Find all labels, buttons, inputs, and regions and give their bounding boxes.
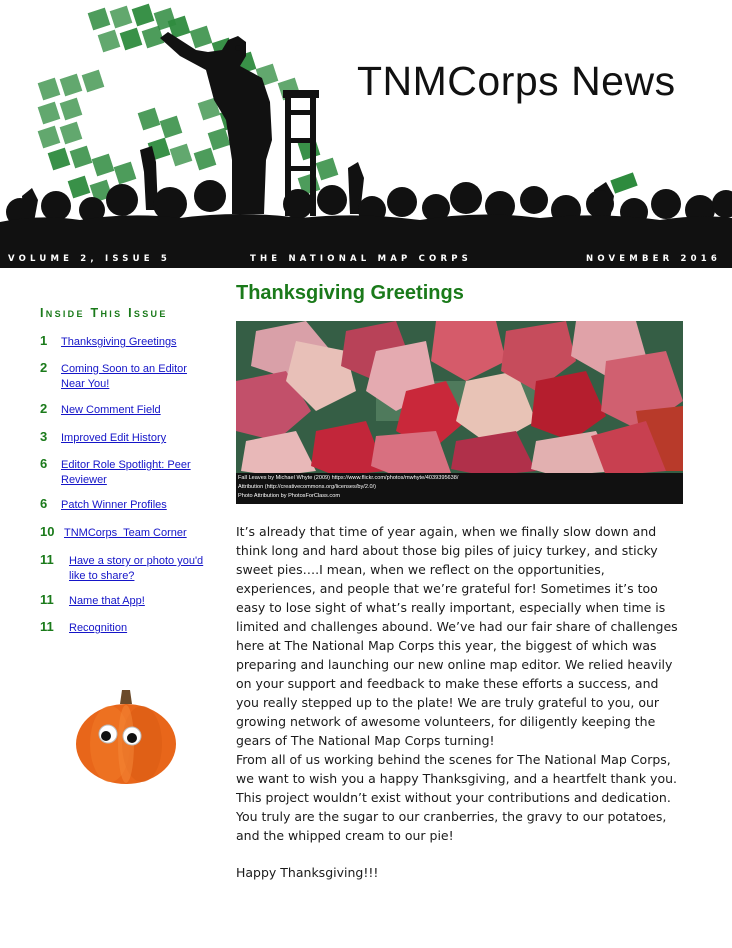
star-tile bbox=[132, 4, 155, 27]
toc-page-number: 1 bbox=[40, 333, 48, 348]
toc-link-share-story[interactable]: Have a story or photo you'd like to share? bbox=[69, 555, 204, 582]
toc-link-coming-soon[interactable]: Coming Soon to an Editor Near You! bbox=[61, 363, 187, 390]
star-tile bbox=[82, 70, 105, 93]
inside-this-issue-sidebar bbox=[40, 306, 230, 634]
article-closing: Happy Thanksgiving!!! bbox=[236, 865, 379, 880]
fall-leaves-photo bbox=[236, 321, 683, 504]
toc-page-number: 2 bbox=[40, 401, 48, 416]
organization-name: THE NATIONAL MAP CORPS bbox=[250, 254, 472, 264]
photo-caption bbox=[238, 474, 458, 501]
star-tile bbox=[38, 126, 61, 149]
star-tile bbox=[38, 78, 61, 101]
article-paragraph-1: It’s already that time of year again, when we finally slow down and think long and hard about those big piles of juicy turkey, and sticky sweet pies….I mean, when we reflect on the opportunities, experiences, and people that we’re grateful for! Sometimes it’s too easy to lose sight of what’s really important, especially when time is limited and challenges abound. We’ve had our fair share of challenges here at The National Map Corps this year, the biggest of which was preparing and launching our new online map editor. We relied heavily on your support and feedback to make these efforts a success, and you really stepped up to the plate! We are truly grateful to you, our growing network of awesome volunteers, for diligently keeping the gears of The National Map Corps turning! bbox=[236, 524, 678, 748]
toc-page-number: 11 bbox=[40, 552, 54, 567]
toc-link-thanksgiving-greetings[interactable]: Thanksgiving Greetings bbox=[61, 336, 177, 348]
toc-link-new-comment-field[interactable]: New Comment Field bbox=[61, 404, 161, 416]
photo-caption-line: Photo Attribution by PhotosForClass.com bbox=[238, 493, 340, 499]
toc-link-name-that-app[interactable]: Name that App! bbox=[69, 595, 145, 607]
star-tile bbox=[88, 8, 111, 31]
toc-link-recognition[interactable]: Recognition bbox=[69, 622, 128, 634]
star-tile bbox=[48, 148, 71, 171]
toc-link-patch-winner-profiles[interactable]: Patch Winner Profiles bbox=[61, 499, 167, 511]
star-tile bbox=[194, 148, 217, 171]
star-tile bbox=[70, 146, 93, 169]
toc-link-team-corner[interactable]: TNMCorps Team Corner bbox=[64, 527, 187, 539]
star-tile bbox=[170, 144, 193, 167]
star-tile bbox=[114, 162, 137, 185]
star-tile bbox=[68, 176, 91, 199]
star-tile bbox=[208, 128, 231, 151]
photo-caption-line: Attribution (http://creativecommons.org/licenses/by/2.0/) bbox=[238, 484, 377, 490]
toc-link-improved-edit-history[interactable]: Improved Edit History bbox=[61, 432, 167, 444]
toc-page-number: 11 bbox=[40, 619, 54, 634]
star-tile bbox=[138, 108, 161, 131]
sidebar-heading: Inside This Issue bbox=[40, 306, 168, 320]
star-tile bbox=[60, 122, 83, 145]
masthead-title: TNMCorps News bbox=[357, 58, 676, 104]
star-tile bbox=[98, 30, 121, 53]
star-tile bbox=[38, 102, 61, 125]
article-paragraph-2: From all of us working behind the scenes for The National Map Corps, we want to wish you a happy Thanksgiving, and a heartfelt thank you. This project wouldn’t exist without your contributions and dedication. You truly are the sugar to our cranberries, the gravy to our potatoes, and the whipped cream to our pie! bbox=[236, 752, 677, 843]
crowd-star-illustration bbox=[0, 0, 732, 268]
star-tile bbox=[92, 154, 115, 177]
toc-page-number: 11 bbox=[40, 592, 54, 607]
star-tile bbox=[160, 116, 183, 139]
toc-page-number: 3 bbox=[40, 429, 48, 444]
photo-caption-line: Fall Leaves by Michael Whyte (2009) https://www.flickr.com/photos/mwhyte/4039395638/ bbox=[238, 475, 459, 481]
star-tile bbox=[60, 98, 83, 121]
volume-issue: VOLUME 2, ISSUE 5 bbox=[8, 254, 172, 264]
masthead-banner bbox=[0, 0, 732, 268]
pumpkin-image bbox=[70, 686, 182, 786]
issue-date: NOVEMBER 2016 bbox=[586, 254, 722, 264]
star-tile bbox=[120, 28, 143, 51]
toc-page-number: 2 bbox=[40, 360, 48, 375]
toc-link-peer-reviewer[interactable]: Editor Role Spotlight: Peer Reviewer bbox=[61, 459, 191, 486]
toc-page-number: 6 bbox=[40, 496, 48, 511]
star-tile bbox=[316, 158, 339, 181]
toc-page-number: 10 bbox=[40, 524, 55, 539]
article-title: Thanksgiving Greetings bbox=[236, 282, 464, 304]
star-tile bbox=[110, 6, 133, 29]
toc-page-number: 6 bbox=[40, 456, 48, 471]
star-tile bbox=[190, 26, 213, 49]
star-tile bbox=[60, 74, 83, 97]
